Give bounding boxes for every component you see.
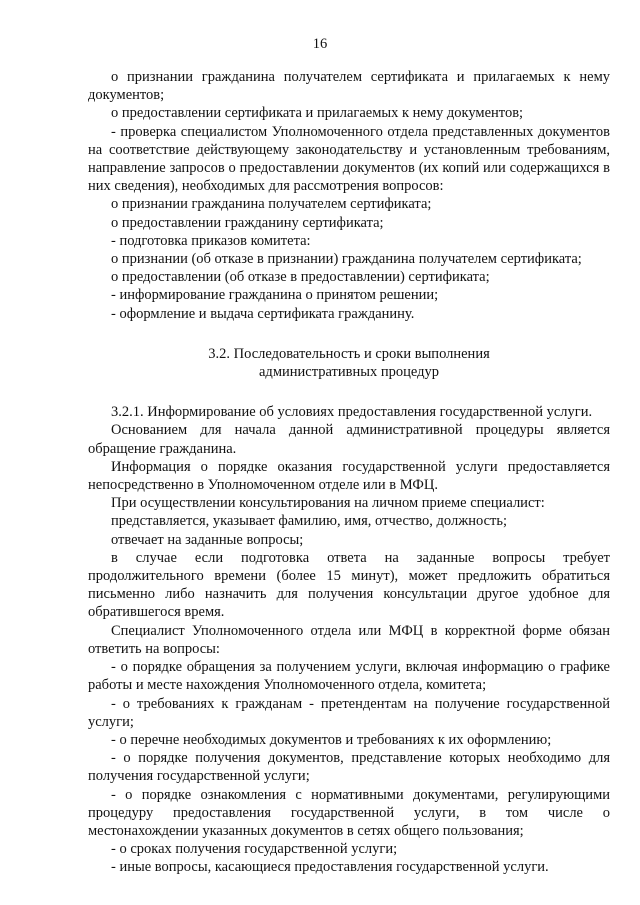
paragraph: - иные вопросы, касающиеся предоставления государственной услуги. [111, 859, 549, 876]
section-heading-line: 3.2. Последовательность и сроки выполнения [208, 345, 490, 362]
paragraph: - о порядке обращения за получением услуги, включая информацию о графике работы и месте нахождения Уполномоченного отдела, комитета; [88, 659, 610, 694]
document-body [88, 68, 610, 877]
paragraph: - проверка специалистом Уполномоченного отдела представленных документов на соответствие действующему законодательству и установленным требованиям, направление запросов о предоставлении документов (их копий или содержащихся в них сведения), необходимых для рассмотрения вопросов: [88, 123, 610, 195]
paragraph: в случае если подготовка ответа на заданные вопросы требует продолжительного времени (более 15 минут), может предложить обратиться письменно либо назначить для получения консультации другое удобное для обратившегося время. [88, 549, 610, 621]
paragraph: о предоставлении сертификата и прилагаемых к нему документов; [111, 105, 524, 122]
paragraph: При осуществлении консультирования на личном приеме специалист: [111, 495, 545, 512]
paragraph: о предоставлении (об отказе в предоставлении) сертификата; [111, 269, 490, 286]
section-heading [88, 345, 610, 381]
paragraph: - о сроках получения государственной услуги; [111, 841, 398, 858]
paragraph: представляется, указывает фамилию, имя, отчество, должность; [111, 513, 508, 530]
section-heading-line: административных процедур [259, 364, 439, 381]
paragraph: - о порядке получения документов, представление которых необходимо для получения государственной услуги; [88, 750, 610, 785]
paragraph: 3.2.1. Информирование об условиях предоставления государственной услуги. [111, 404, 593, 421]
paragraph: о признании гражданина получателем сертификата; [111, 196, 432, 213]
paragraph: Специалист Уполномоченного отдела или МФЦ в корректной форме обязан ответить на вопросы: [88, 622, 610, 657]
paragraph: - о перечне необходимых документов и требованиях к их оформлению; [111, 731, 552, 748]
paragraph: - информирование гражданина о принятом решении; [111, 287, 439, 304]
paragraph: - подготовка приказов комитета: [111, 232, 311, 249]
paragraph: отвечает на заданные вопросы; [111, 531, 304, 548]
paragraph: о признании (об отказе в признании) гражданина получателем сертификата; [111, 251, 582, 268]
paragraph: Информация о порядке оказания государственной услуги предоставляется непосредственно в Уполномоченном отделе или в МФЦ. [88, 458, 610, 494]
paragraph: - оформление и выдача сертификата гражданину. [111, 305, 415, 322]
page-number: 16 [312, 36, 328, 52]
paragraph: о предоставлении гражданину сертификата; [111, 214, 384, 231]
paragraph: - о порядке ознакомления с нормативными документами, регулирующими процедуру предоставления государственной услуги, в том числе о местонахождении указанных документов в сетях общего пользования; [88, 786, 610, 839]
paragraph: о признании гражданина получателем сертификата и прилагаемых к нему документов; [88, 69, 610, 104]
paragraph: Основанием для начала данной административной процедуры является обращение гражданина. [88, 422, 610, 457]
paragraph: - о требованиях к гражданам - претендентам на получение государственной услуги; [88, 695, 610, 730]
